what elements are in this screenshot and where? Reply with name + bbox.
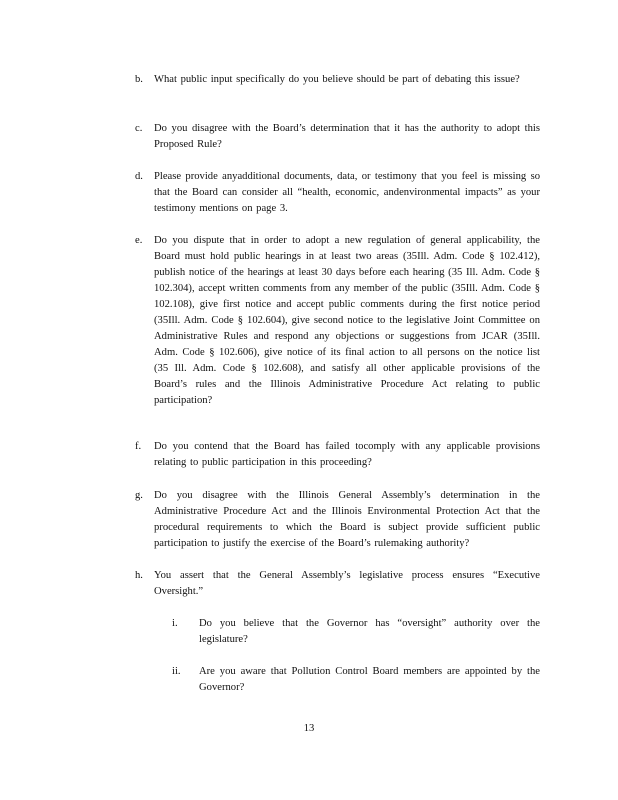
question-g: [135, 488, 540, 552]
page-number: 13: [303, 723, 315, 734]
question-f: [135, 439, 540, 471]
question-text: Do you dispute that in order to adopt a new regulation of general applicability, the Board must hold public hearings in at least two areas (35Ill. Adm. Code § 102.412), publish notice of the hearings at least 30 days before each hearing (35 Ill. Adm. Code § 102.304), accept written comments from any member of the public (35Ill. Adm. Code § 102.108), give first notice and accept public comments during the first notice period (35Ill. Adm. Code § 102.604), give second notice to the legislative Joint Committee on Administrative Rules and respond any objections or suggestions from JCAR (35Ill. Adm. Code § 102.606), give notice of its final action to all persons on the notice list (35 Ill. Adm. Code § 102.608), and satisfy all other applicable provisions of the Board’s rules and the Illinois Administrative Procedure Act relating to public participation?: [154, 235, 540, 406]
question-h: [135, 568, 540, 600]
question-h-i: [172, 616, 540, 648]
question-marker: c.: [135, 123, 143, 134]
question-marker: f.: [135, 441, 142, 452]
question-text: Do you contend that the Board has failed tocomply with any applicable provisions relating to public participation in this proceeding?: [154, 441, 540, 468]
question-text: Please provide anyadditional documents, data, or testimony that you feel is missing so that the Board can consider all “health, economic, andenvironmental impacts” as your testimony mentions on page 3.: [154, 171, 540, 214]
question-c: [135, 121, 540, 153]
question-marker: h.: [135, 570, 143, 581]
question-e: [135, 233, 540, 409]
subquestion-text: Do you believe that the Governor has “oversight” authority over the legislature?: [199, 618, 540, 645]
subquestion-text: Are you aware that Pollution Control Board members are appointed by the Governor?: [199, 666, 540, 693]
question-marker: g.: [135, 490, 143, 501]
question-text: What public input specifically do you believe should be part of debating this issue?: [154, 74, 520, 85]
question-b: [135, 72, 540, 88]
question-marker: e.: [135, 235, 143, 246]
question-text: Do you disagree with the Illinois General Assembly’s determination in the Administrative Procedure Act and the Illinois Environmental Protection Act that the procedural requirements to which the Board is subject provide sufficient public participation to justify the exercise of the Board’s rulemaking authority?: [154, 490, 540, 549]
question-marker: d.: [135, 171, 143, 182]
question-h-ii: [172, 664, 540, 696]
question-text: You assert that the General Assembly’s legislative process ensures “Executive Oversight.”: [154, 570, 540, 597]
subquestion-marker: ii.: [172, 666, 181, 677]
question-d: [135, 169, 540, 217]
question-text: Do you disagree with the Board’s determination that it has the authority to adopt this Proposed Rule?: [154, 123, 540, 150]
question-marker: b.: [135, 74, 143, 85]
subquestion-marker: i.: [172, 618, 178, 629]
